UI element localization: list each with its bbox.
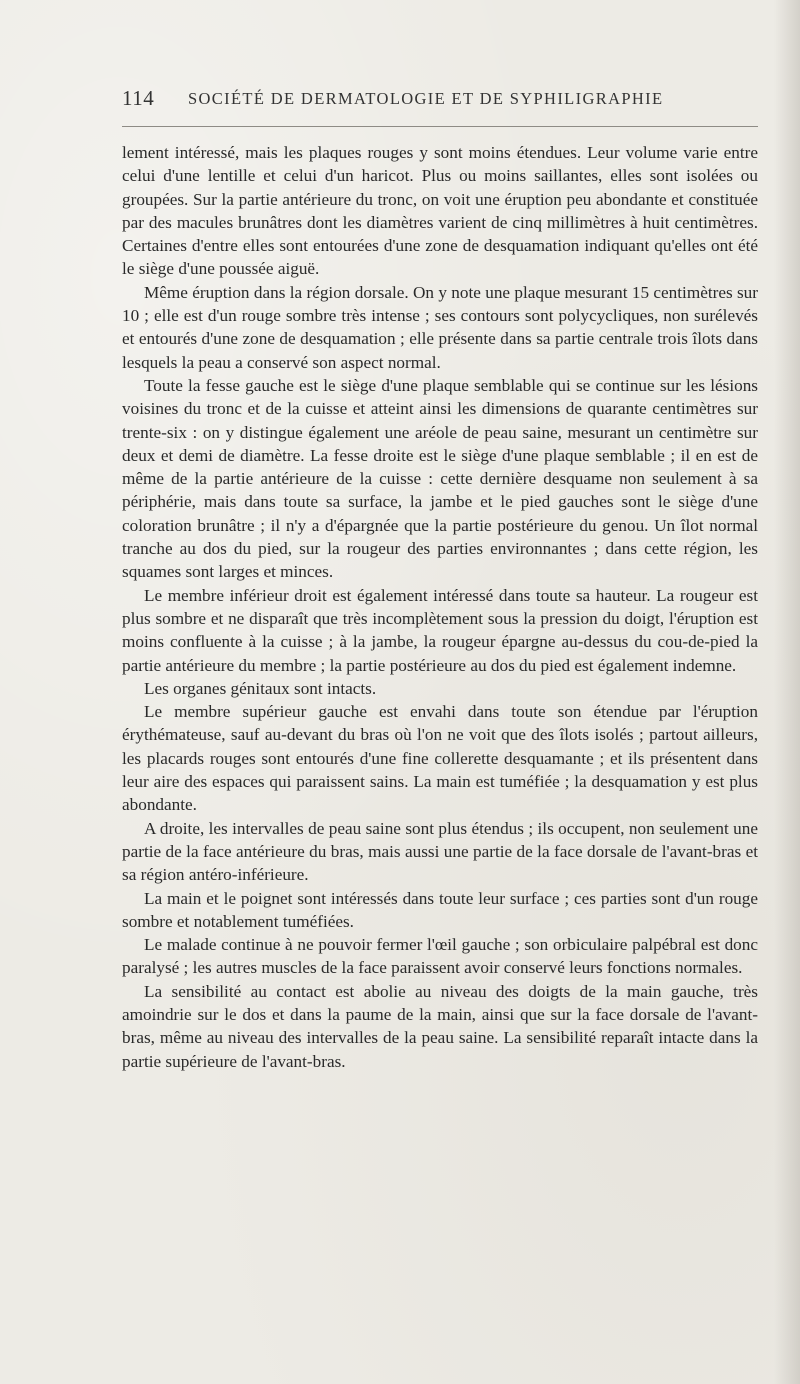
paragraph-3: Toute la fesse gauche est le siège d'une plaque semblable qui se continue sur les lésions voisines du tronc et de la cuisse et atteint ainsi les dimensions de quarante centimètres sur trente-six : on y distingue également une aréole de peau saine, mesurant un centimètre sur deux et demi de diamètre. La fesse droite est le siège d'une plaque semblable ; il en est de même de la partie antérieure de la cuisse : cette dernière desquame non seulement à sa périphérie, mais dans toute sa surface, la jambe et le pied gauches sont le siège d'une coloration brunâtre ; il n'y a d'épargnée que la partie postérieure du genou. Un îlot normal tranche au dos du pied, sur la rougeur des parties environnantes ; dans cette région, les squames sont larges et minces. [122,375,758,582]
paragraph-7: A droite, les intervalles de peau saine sont plus étendus ; ils occupent, non seulement une partie de la face antérieure du bras, mais aussi une partie de la face dorsale de l'avant-bras et sa région antéro-inférieure. [122,818,758,885]
page-edge-shadow [774,0,800,1384]
paragraph-9: Le malade continue à ne pouvoir fermer l'œil gauche ; son orbiculaire palpébral est donc paralysé ; les autres muscles de la face paraissent avoir conservé leurs fonctions normales. [122,935,758,978]
paragraph-4: Le membre inférieur droit est également intéressé dans toute sa hauteur. La rougeur est plus sombre et ne disparaît que très incomplètement sous la pression du doigt, l'éruption est moins confluente à la cuisse ; à la jambe, la rougeur épargne au-dessus du cou-de-pied la partie antérieure du membre ; la partie postérieure au dos du pied est également indemne. [122,585,758,675]
page-number: 114 [122,86,155,110]
header-rule [122,126,758,127]
body-text [122,141,758,1073]
paragraph-1: lement intéressé, mais les plaques rouges y sont moins étendues. Leur volume varie entre celui d'une lentille et celui d'un haricot. Plus ou moins saillantes, elles sont isolées ou groupées. Sur la partie antérieure du tronc, on voit une éruption peu abondante et constituée par des macules brunâtres dont les diamètres varient de cinq millimètres à huit centimètres. Certaines d'entre elles sont entourées d'une zone de desquamation indiquant qu'elles ont été le siège d'une poussée aiguë. [122,143,758,279]
paragraph-2: Même éruption dans la région dorsale. On y note une plaque mesurant 15 centimètres sur 10 ; elle est d'un rouge sombre très intense ; ses contours sont polycycliques, non surélevés et entourés d'une zone de desquamation ; elle présente dans sa partie centrale trois îlots dans lesquels la peau a conservé son aspect normal. [122,282,758,372]
paragraph-6: Le membre supérieur gauche est envahi dans toute son étendue par l'éruption érythémateuse, sauf au-devant du bras où l'on ne voit que des îlots isolés ; partout ailleurs, les placards rouges sont entourés d'une fine collerette desquamante ; et ils présentent dans leur aire des espaces qui paraissent sains. La main est tuméfiée ; la desquamation y est plus abondante. [122,702,758,815]
paragraph-10: La sensibilité au contact est abolie au niveau des doigts de la main gauche, très amoindrie sur le dos et dans la paume de la main, ainsi que sur la face dorsale de l'avant-bras, même au niveau des intervalles de la peau saine. La sensibilité reparaît intacte dans la partie supérieure de l'avant-bras. [122,981,758,1071]
paragraph-5: Les organes génitaux sont intacts. [144,678,377,698]
running-title: SOCIÉTÉ DE DERMATOLOGIE ET DE SYPHILIGRAPHIE [188,89,664,108]
paragraph-8: La main et le poignet sont intéressés dans toute leur surface ; ces parties sont d'un rouge sombre et notablement tuméfiées. [122,888,758,931]
page-header [122,86,758,116]
